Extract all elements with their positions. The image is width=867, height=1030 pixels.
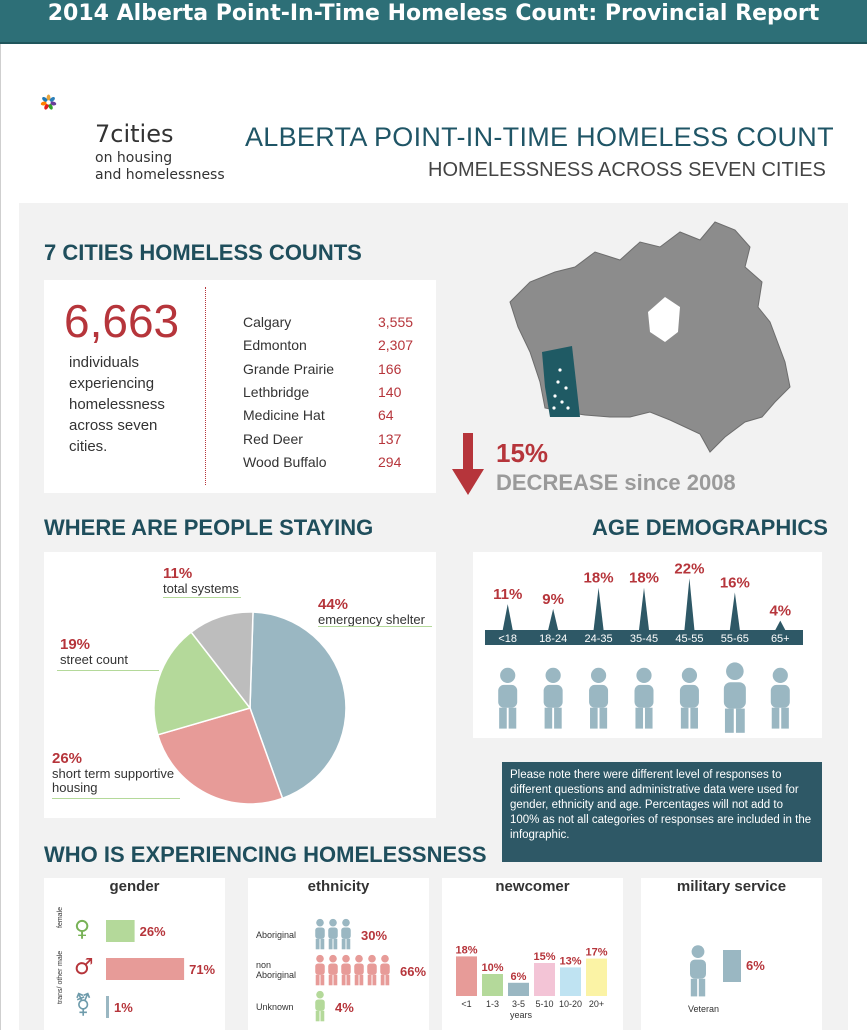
pie-leader-line xyxy=(52,798,180,799)
age-category-label: 18-24 xyxy=(539,633,568,645)
age-figure-icon-leg-right xyxy=(600,708,608,729)
staying-heading: WHERE ARE PEOPLE STAYING xyxy=(44,515,374,540)
age-chart xyxy=(473,552,822,738)
pie-label-percent: 11% xyxy=(163,565,193,582)
age-figure-icon-leg-left xyxy=(681,708,689,729)
total-description: individuals experiencing homelessness across seven cities. xyxy=(69,354,165,455)
main-subtitle: HOMELESSNESS ACROSS SEVEN CITIES xyxy=(428,159,826,181)
ethnicity-person-icon xyxy=(328,955,338,985)
newcomer-value-label: 13% xyxy=(559,955,582,968)
gender-symbol-icon: ♂ xyxy=(74,955,94,980)
newcomer-bar xyxy=(508,983,529,996)
age-figure-icon xyxy=(771,668,790,729)
age-figure-icon-leg-left xyxy=(590,708,598,729)
age-category-label: <18 xyxy=(498,633,518,645)
ethnicity-person-icon-leg-left xyxy=(316,939,320,949)
ethnicity-person-icon-body xyxy=(341,963,351,974)
age-figure-icon-leg-right xyxy=(509,708,517,729)
city-count: 137 xyxy=(378,430,402,447)
age-figure-icon-leg-right xyxy=(736,709,745,733)
pie-label-percent: 26% xyxy=(52,750,83,767)
ethnicity-person-icon-leg-right xyxy=(320,1011,324,1021)
age-value-label: 18% xyxy=(583,569,614,587)
ethnicity-person-icon-body xyxy=(315,927,325,938)
decrease-label: DECREASE since 2008 xyxy=(496,470,736,495)
city-name: Lethbridge xyxy=(243,383,310,400)
newcomer-category-label: 3-5 xyxy=(511,999,526,1009)
pie-label-text: short term supportive housing xyxy=(52,766,175,795)
ethnicity-person-icon-head xyxy=(316,955,324,963)
gender-symbol-icon: ♀ xyxy=(74,917,91,942)
newcomer-bar xyxy=(482,974,503,996)
age-figure-icon xyxy=(680,668,699,729)
age-value-label: 11% xyxy=(493,586,523,604)
veteran-figure-icon-head xyxy=(692,945,705,958)
ethnicity-person-icon xyxy=(341,919,351,949)
newcomer-value-label: 6% xyxy=(510,970,527,983)
newcomer-value-label: 17% xyxy=(585,946,608,959)
ethnicity-person-icon-head xyxy=(355,955,363,963)
newcomer-value-label: 18% xyxy=(455,944,478,957)
ethnicity-person-icon-leg-right xyxy=(359,975,363,985)
who-heading: WHO IS EXPERIENCING HOMELESSNESS xyxy=(44,842,487,867)
military-category-label: Veteran xyxy=(688,1004,720,1014)
report-title: 2014 Alberta Point-In-Time Homeless Count: Provincial Report xyxy=(47,1,820,26)
ethnicity-person-icon-leg-left xyxy=(329,975,333,985)
age-category-label: 55-65 xyxy=(720,633,749,645)
age-figure-icon-head xyxy=(546,668,561,683)
newcomer-bar xyxy=(560,967,581,996)
ethnicity-person-icon-leg-left xyxy=(329,939,333,949)
age-figure-icon-head xyxy=(500,668,515,683)
veteran-figure-icon-leg-left xyxy=(691,979,697,997)
city-name: Medicine Hat xyxy=(243,407,325,424)
down-arrow-icon xyxy=(452,433,484,495)
city-count: 64 xyxy=(378,407,394,424)
gender-title: gender xyxy=(109,878,160,895)
age-value-label: 18% xyxy=(628,569,660,587)
military-chart xyxy=(641,900,822,1030)
ethnicity-person-icon-head xyxy=(342,955,350,963)
ethnicity-value-label: 4% xyxy=(335,1000,354,1015)
age-figure-icon-body xyxy=(635,685,654,708)
pie-label xyxy=(318,596,433,627)
age-figure-icon xyxy=(498,668,517,729)
canada-map-icon xyxy=(500,212,795,460)
ethnicity-person-icon-leg-left xyxy=(355,975,359,985)
ethnicity-person-icon-leg-right xyxy=(333,939,337,949)
total-count: 6,663 xyxy=(64,295,180,347)
ethnicity-person-icon-body xyxy=(315,999,325,1010)
logo-subtitle-2: and homelessness xyxy=(95,167,225,183)
newcomer-category-label: 5-10 xyxy=(535,999,554,1009)
pie-label-text: emergency shelter xyxy=(318,612,425,627)
ethnicity-category-label: Aboriginal xyxy=(256,930,297,940)
age-figure-icon xyxy=(635,668,654,729)
ethnicity-person-icon-leg-right xyxy=(333,975,337,985)
pie-leader-line xyxy=(163,597,241,598)
veteran-figure-icon-leg-right xyxy=(699,979,705,997)
ethnicity-person-icon-leg-right xyxy=(320,975,324,985)
age-category-label: 65+ xyxy=(770,633,790,645)
newcomer-category-label: 1-3 xyxy=(485,999,500,1009)
newcomer-chart xyxy=(442,900,623,1030)
pie-leader-line xyxy=(318,626,432,627)
age-spike xyxy=(594,588,604,630)
ethnicity-person-icon-head xyxy=(329,919,337,927)
gender-symbol-icon: ⚧ xyxy=(74,993,93,1018)
logo-title: 7cities xyxy=(95,120,174,148)
gender-category-label: trans/ other xyxy=(57,968,64,1004)
city-count: 140 xyxy=(378,383,402,400)
ethnicity-person-icon-leg-right xyxy=(346,939,350,949)
ethnicity-person-icon xyxy=(315,919,325,949)
ethnicity-person-icon-leg-left xyxy=(316,1011,320,1021)
age-figure-icon-body xyxy=(589,685,608,708)
age-spike xyxy=(503,604,513,630)
ethnicity-title: ethnicity xyxy=(307,878,370,895)
report-header xyxy=(0,0,867,44)
newcomer-value-label: 10% xyxy=(481,962,504,974)
age-figure-icon-leg-left xyxy=(635,708,643,729)
gender-bar xyxy=(106,920,135,942)
age-value-label: 22% xyxy=(674,560,705,578)
pie-label-percent: 19% xyxy=(60,636,91,653)
ethnicity-person-icon xyxy=(367,955,377,985)
ethnicity-person-icon-leg-left xyxy=(368,975,372,985)
age-heading: AGE DEMOGRAPHICS xyxy=(592,515,828,540)
ethnicity-person-icon-head xyxy=(342,919,350,927)
pie-leader-line xyxy=(57,670,159,671)
city-count: 294 xyxy=(378,453,402,470)
divider xyxy=(205,287,206,485)
age-figure-icon-head xyxy=(726,662,744,680)
age-figure-icon xyxy=(544,668,563,729)
newcomer-bar xyxy=(586,959,607,996)
gender-value-label: 26% xyxy=(139,924,166,939)
ethnicity-person-icon-leg-left xyxy=(381,975,385,985)
gender-value-label: 71% xyxy=(189,962,216,977)
pie-label-text: street count xyxy=(60,652,128,667)
age-figure-icon-leg-left xyxy=(725,709,734,733)
age-figure-icon-head xyxy=(591,668,606,683)
main-title: ALBERTA POINT-IN-TIME HOMELESS COUNT xyxy=(245,122,834,152)
seven-cities-logo-icon xyxy=(40,84,100,136)
age-figure-icon-leg-right xyxy=(781,708,789,729)
age-figure-icon-body xyxy=(680,685,699,708)
ethnicity-person-icon xyxy=(380,955,390,985)
age-figure-icon-head xyxy=(636,668,651,683)
ethnicity-category-label: non xyxy=(256,960,272,970)
military-bar xyxy=(723,950,741,982)
gender-category-label: male xyxy=(57,950,64,966)
newcomer-title: newcomer xyxy=(495,878,570,895)
gender-category-label: female xyxy=(57,906,64,928)
age-figure-icon-leg-left xyxy=(545,708,553,729)
age-figure-icon-head xyxy=(682,668,697,683)
ethnicity-person-icon-leg-right xyxy=(320,939,324,949)
ethnicity-person-icon-body xyxy=(315,963,325,974)
age-category-label: 24-35 xyxy=(584,633,613,645)
veteran-figure-icon xyxy=(690,945,706,996)
ethnicity-category-label: Unknown xyxy=(256,1002,294,1012)
newcomer-category-label: 10-20 xyxy=(558,999,583,1009)
city-count: 2,307 xyxy=(378,337,414,354)
age-figure-icon-leg-right xyxy=(690,708,698,729)
age-value-label: 16% xyxy=(719,574,750,592)
age-figure-icon-leg-left xyxy=(499,708,507,729)
age-category-label: 45-55 xyxy=(675,633,704,645)
city-name: Red Deer xyxy=(243,430,303,447)
ethnicity-person-icon-body xyxy=(367,963,377,974)
ethnicity-person-icon-leg-right xyxy=(385,975,389,985)
data-note: Please note there were different level of responses to different questions and administrative data were used for gender, ethnicity and age. Percentages will not add to 100% as not all categories of responses are included in the infographic. xyxy=(502,762,822,862)
gender-value-label: 1% xyxy=(114,1000,133,1015)
ethnicity-person-icon xyxy=(354,955,364,985)
pie-label xyxy=(52,750,180,795)
pie-label xyxy=(163,565,243,596)
age-figure-icon xyxy=(724,662,746,732)
newcomer-category-label: <1 xyxy=(461,999,472,1009)
pie-label-text: total systems xyxy=(163,581,239,596)
ethnicity-value-label: 66% xyxy=(400,964,427,979)
age-figure-icon-body xyxy=(771,685,790,708)
ethnicity-person-icon-head xyxy=(329,955,337,963)
city-name: Calgary xyxy=(243,314,292,330)
pie-label xyxy=(60,636,160,667)
ethnicity-person-icon-leg-left xyxy=(316,975,320,985)
age-category-label: 35-45 xyxy=(629,633,659,645)
ethnicity-person-icon-leg-right xyxy=(372,975,376,985)
city-count: 3,555 xyxy=(378,314,414,330)
ethnicity-person-icon-head xyxy=(316,991,324,999)
age-spike xyxy=(730,592,740,630)
decrease-percent: 15% xyxy=(496,438,549,468)
ethnicity-person-icon-leg-left xyxy=(342,975,346,985)
military-title: military service xyxy=(676,878,787,895)
newcomer-value-label: 15% xyxy=(533,951,556,963)
age-figure-icon-body xyxy=(544,685,563,708)
city-name: Wood Buffalo xyxy=(243,453,327,470)
age-spike xyxy=(548,609,558,630)
age-figure-icon-leg-left xyxy=(772,708,780,729)
age-spike xyxy=(684,578,694,630)
newcomer-axis-label: years xyxy=(509,1010,533,1020)
ethnicity-person-icon-head xyxy=(381,955,389,963)
age-figure-icon-head xyxy=(773,668,788,683)
pie-label-percent: 44% xyxy=(318,596,349,613)
ethnicity-person-icon xyxy=(341,955,351,985)
military-value-label: 6% xyxy=(746,958,765,973)
gender-bar xyxy=(106,996,109,1018)
age-figure-icon xyxy=(589,668,608,729)
age-figure-icon-body xyxy=(498,685,517,708)
newcomer-bar xyxy=(534,963,555,996)
ethnicity-person-icon-head xyxy=(316,919,324,927)
ethnicity-person-icon xyxy=(315,955,325,985)
newcomer-category-label: 20+ xyxy=(588,999,605,1009)
ethnicity-person-icon-head xyxy=(368,955,376,963)
city-name: Grande Prairie xyxy=(243,360,335,377)
ethnicity-person-icon xyxy=(315,991,325,1021)
age-figure-icon-leg-right xyxy=(554,708,562,729)
ethnicity-person-icon-body xyxy=(341,927,351,938)
counts-heading: 7 CITIES HOMELESS COUNTS xyxy=(44,240,362,265)
age-figure-icon-leg-right xyxy=(645,708,653,729)
ethnicity-chart xyxy=(248,900,429,1030)
age-spike xyxy=(775,621,785,630)
logo-subtitle-1: on housing xyxy=(95,150,173,166)
ethnicity-person-icon xyxy=(328,919,338,949)
city-name: Edmonton xyxy=(243,337,307,354)
ethnicity-person-icon-body xyxy=(354,963,364,974)
newcomer-bar xyxy=(456,956,477,996)
ethnicity-person-icon-leg-right xyxy=(346,975,350,985)
veteran-figure-icon-body xyxy=(690,960,706,979)
ethnicity-person-icon-body xyxy=(328,963,338,974)
age-value-label: 4% xyxy=(769,602,792,620)
ethnicity-person-icon-body xyxy=(328,927,338,938)
ethnicity-person-icon-body xyxy=(380,963,390,974)
ethnicity-person-icon-leg-left xyxy=(342,939,346,949)
gender-bar xyxy=(106,958,184,980)
age-spike xyxy=(639,588,649,630)
city-count: 166 xyxy=(378,360,402,377)
gender-chart xyxy=(44,900,225,1030)
age-figure-icon-body xyxy=(724,682,746,708)
age-value-label: 9% xyxy=(542,590,564,608)
ethnicity-category-label: Aboriginal xyxy=(256,970,297,980)
ethnicity-value-label: 30% xyxy=(361,928,388,943)
